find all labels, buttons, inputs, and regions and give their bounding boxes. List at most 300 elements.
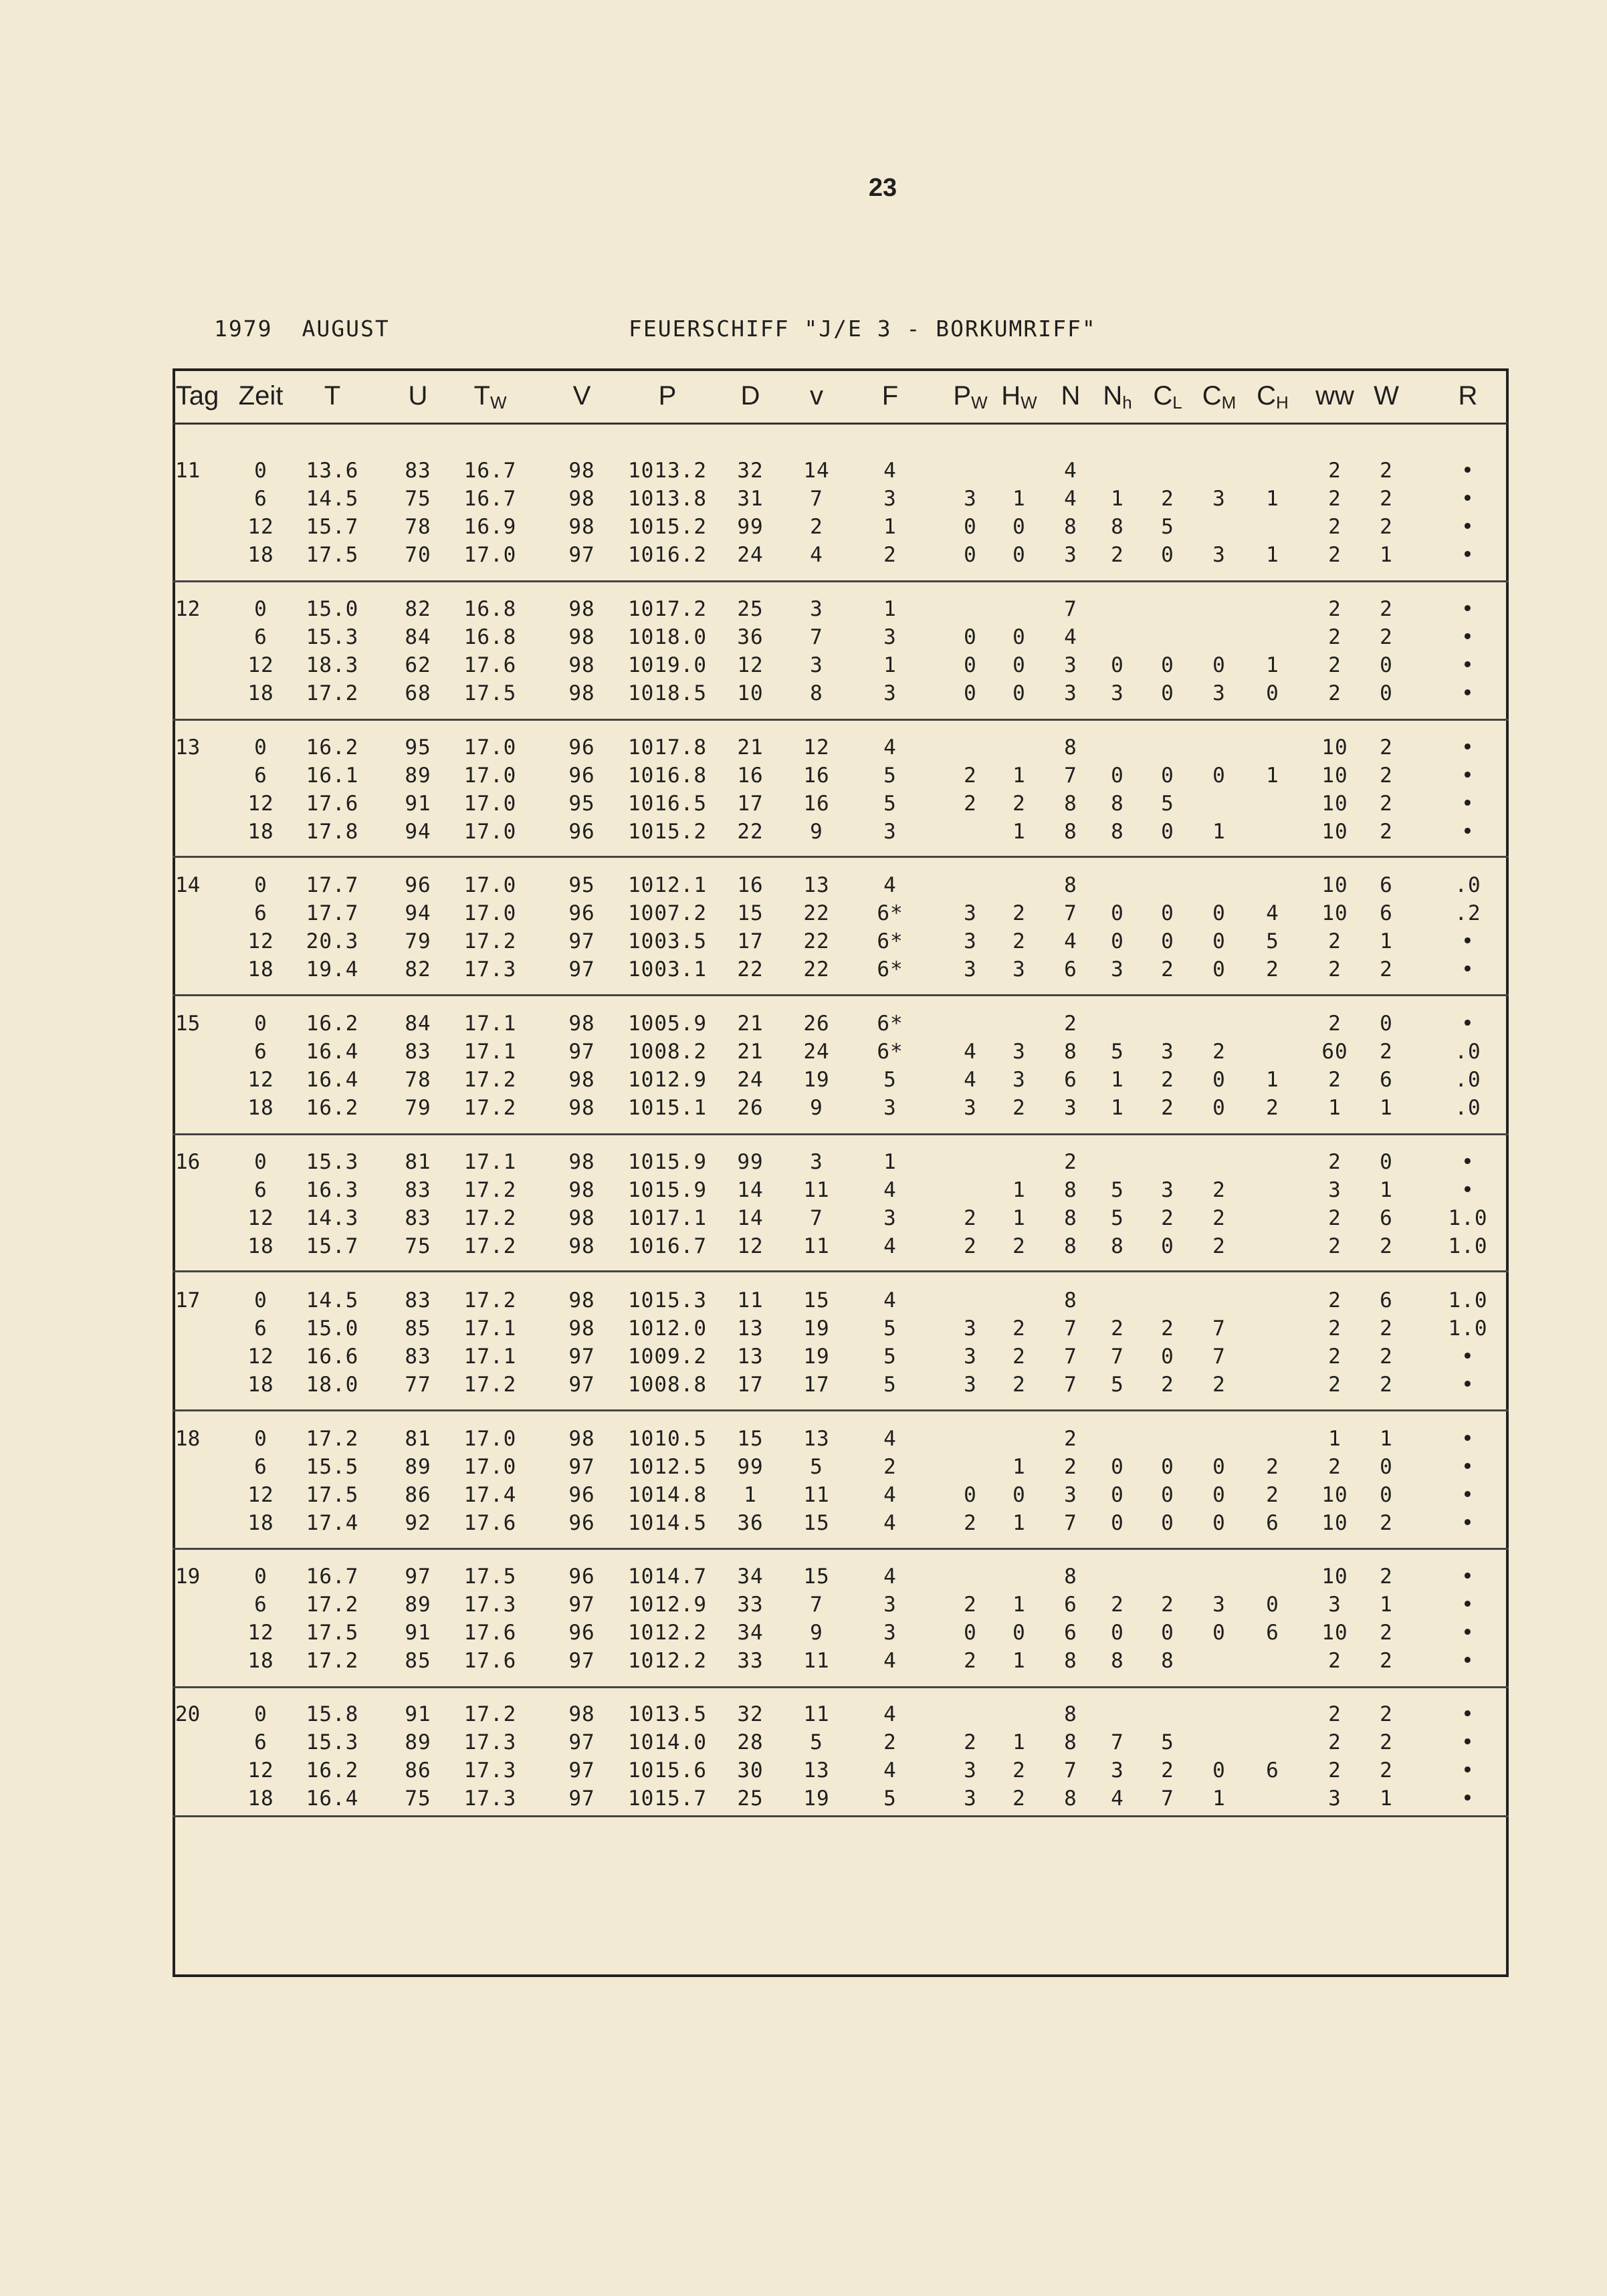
cell-t: 17.2	[306, 1427, 359, 1451]
cell-v: 11	[803, 1483, 830, 1507]
cell-r: •	[1461, 459, 1475, 483]
cell-cl: 0	[1161, 1483, 1174, 1507]
cell-f: 4	[883, 1427, 897, 1451]
cell-t: 15.3	[306, 1730, 359, 1754]
cell-w: 2	[1380, 957, 1393, 982]
cell-u: 85	[405, 1316, 431, 1341]
cell-zeit: 12	[247, 1621, 274, 1645]
cell-v: 14	[803, 459, 830, 483]
year-label: 1979	[214, 316, 273, 342]
cell-v: 16	[803, 764, 830, 788]
cell-ww: 2	[1328, 1345, 1342, 1369]
cell-ww: 2	[1328, 929, 1342, 953]
cell-zeit: 0	[254, 1150, 267, 1174]
cell-ww: 3	[1328, 1593, 1342, 1617]
cell-p: 1014.8	[628, 1483, 707, 1507]
cell-w: 1	[1380, 1787, 1393, 1811]
cell-ww: 2	[1328, 1758, 1342, 1783]
cell-p: 1015.7	[628, 1787, 707, 1811]
cell-d: 99	[737, 1150, 764, 1174]
cell-f: 3	[883, 487, 897, 511]
cell-tw: 17.0	[463, 735, 517, 760]
cell-cl: 2	[1161, 1206, 1174, 1230]
cell-nh: 8	[1111, 792, 1124, 816]
cell-cl: 2	[1161, 1373, 1174, 1397]
cell-r: •	[1461, 597, 1475, 621]
cell-ww: 10	[1321, 1483, 1348, 1507]
cell-tw: 17.2	[463, 1288, 517, 1312]
cell-ch: 2	[1266, 1483, 1279, 1507]
cell-r: •	[1461, 625, 1475, 649]
cell-v: 98	[568, 1012, 595, 1036]
cell-r: •	[1461, 1702, 1475, 1726]
cell-f: 3	[883, 1096, 897, 1120]
cell-tw: 17.1	[463, 1012, 517, 1036]
cell-v: 15	[803, 1565, 830, 1589]
cell-f: 4	[883, 1234, 897, 1258]
cell-w: 6	[1380, 873, 1393, 897]
cell-f: 4	[883, 873, 897, 897]
cell-hw: 2	[1012, 901, 1026, 925]
cell-r: •	[1461, 653, 1475, 677]
cell-p: 1017.1	[628, 1206, 707, 1230]
cell-hw: 1	[1012, 1593, 1026, 1617]
cell-ch: 2	[1266, 957, 1279, 982]
cell-nh: 5	[1111, 1373, 1124, 1397]
cell-u: 77	[405, 1373, 431, 1397]
cell-n: 2	[1064, 1427, 1077, 1451]
cell-p: 1014.7	[628, 1565, 707, 1589]
cell-f: 1	[883, 653, 897, 677]
cell-ww: 10	[1321, 1621, 1348, 1645]
cell-d: 32	[737, 1702, 764, 1726]
cell-t: 15.0	[306, 597, 359, 621]
cell-tw: 17.2	[463, 1234, 517, 1258]
cell-r: .0	[1455, 1096, 1481, 1120]
cell-v: 98	[568, 597, 595, 621]
month-label: AUGUST	[302, 316, 390, 342]
cell-t: 17.2	[306, 1593, 359, 1617]
cell-f: 5	[883, 1787, 897, 1811]
cell-d: 1	[744, 1483, 757, 1507]
cell-v: 98	[568, 1178, 595, 1202]
cell-zeit: 12	[247, 1206, 274, 1230]
cell-u: 78	[405, 1068, 431, 1092]
cell-t: 15.7	[306, 515, 359, 539]
cell-t: 16.4	[306, 1040, 359, 1064]
cell-w: 2	[1380, 1345, 1393, 1369]
cell-t: 16.2	[306, 1758, 359, 1783]
cell-zeit: 0	[254, 1565, 267, 1589]
cell-pw: 0	[964, 681, 977, 705]
cell-r: 1.0	[1448, 1234, 1488, 1258]
cell-d: 34	[737, 1565, 764, 1589]
cell-tw: 17.6	[463, 1511, 517, 1535]
group-divider	[173, 1270, 1509, 1272]
cell-r: .0	[1455, 1068, 1481, 1092]
cell-cl: 0	[1161, 681, 1174, 705]
cell-cm: 2	[1212, 1040, 1226, 1064]
cell-d: 16	[737, 764, 764, 788]
cell-p: 1016.8	[628, 764, 707, 788]
date-header	[214, 316, 419, 342]
cell-n: 8	[1064, 820, 1077, 844]
cell-ww: 3	[1328, 1178, 1342, 1202]
cell-p: 1008.2	[628, 1040, 707, 1064]
cell-n: 6	[1064, 1593, 1077, 1617]
cell-w: 0	[1380, 1483, 1393, 1507]
cell-pw: 3	[964, 901, 977, 925]
cell-f: 4	[883, 735, 897, 760]
cell-tw: 17.2	[463, 1373, 517, 1397]
cell-p: 1016.7	[628, 1234, 707, 1258]
cell-v: 98	[568, 459, 595, 483]
cell-cm: 0	[1212, 1483, 1226, 1507]
cell-d: 99	[737, 515, 764, 539]
cell-tw: 16.8	[463, 597, 517, 621]
cell-t: 14.5	[306, 1288, 359, 1312]
cell-p: 1013.8	[628, 487, 707, 511]
cell-u: 84	[405, 625, 431, 649]
cell-cl: 0	[1161, 1621, 1174, 1645]
cell-v: 98	[568, 1427, 595, 1451]
cell-cl: 3	[1161, 1040, 1174, 1064]
cell-d: 14	[737, 1206, 764, 1230]
cell-w: 2	[1380, 735, 1393, 760]
cell-v: 5	[810, 1455, 823, 1479]
cell-f: 6*	[877, 1012, 903, 1036]
cell-w: 2	[1380, 1511, 1393, 1535]
cell-v: 96	[568, 1621, 595, 1645]
cell-tw: 17.1	[463, 1040, 517, 1064]
cell-v: 97	[568, 1345, 595, 1369]
cell-t: 15.8	[306, 1702, 359, 1726]
cell-v: 3	[810, 653, 823, 677]
cell-tw: 16.8	[463, 625, 517, 649]
cell-r: •	[1461, 792, 1475, 816]
cell-r: •	[1461, 764, 1475, 788]
cell-nh: 7	[1111, 1345, 1124, 1369]
cell-hw: 0	[1012, 625, 1026, 649]
cell-u: 82	[405, 957, 431, 982]
cell-hw: 2	[1012, 792, 1026, 816]
cell-ch: 1	[1266, 1068, 1279, 1092]
cell-cl: 0	[1161, 764, 1174, 788]
cell-cm: 1	[1212, 820, 1226, 844]
cell-v: 96	[568, 735, 595, 760]
cell-v: 98	[568, 625, 595, 649]
cell-hw: 1	[1012, 1730, 1026, 1754]
cell-t: 15.0	[306, 1316, 359, 1341]
cell-nh: 5	[1111, 1178, 1124, 1202]
header-r: R	[1458, 381, 1478, 411]
cell-t: 16.1	[306, 764, 359, 788]
cell-v: 19	[803, 1068, 830, 1092]
cell-ww: 1	[1328, 1096, 1342, 1120]
cell-f: 4	[883, 1649, 897, 1673]
cell-f: 1	[883, 1150, 897, 1174]
cell-w: 2	[1380, 1565, 1393, 1589]
day-label: 11	[175, 459, 201, 483]
cell-n: 8	[1064, 1206, 1077, 1230]
cell-tw: 17.1	[463, 1150, 517, 1174]
cell-t: 16.2	[306, 735, 359, 760]
cell-r: •	[1461, 681, 1475, 705]
cell-hw: 1	[1012, 820, 1026, 844]
cell-v: 7	[810, 1206, 823, 1230]
cell-cm: 0	[1212, 901, 1226, 925]
cell-d: 36	[737, 625, 764, 649]
cell-ww: 2	[1328, 1288, 1342, 1312]
cell-tw: 17.0	[463, 873, 517, 897]
cell-n: 3	[1064, 1483, 1077, 1507]
cell-p: 1003.5	[628, 929, 707, 953]
cell-p: 1010.5	[628, 1427, 707, 1451]
day-label: 16	[175, 1150, 201, 1174]
cell-f: 4	[883, 1178, 897, 1202]
cell-f: 4	[883, 1565, 897, 1589]
cell-w: 2	[1380, 1730, 1393, 1754]
cell-t: 19.4	[306, 957, 359, 982]
cell-f: 4	[883, 1511, 897, 1535]
cell-t: 18.0	[306, 1373, 359, 1397]
cell-d: 22	[737, 957, 764, 982]
cell-d: 33	[737, 1593, 764, 1617]
cell-n: 2	[1064, 1150, 1077, 1174]
cell-r: •	[1461, 1345, 1475, 1369]
cell-f: 3	[883, 1593, 897, 1617]
cell-p: 1015.3	[628, 1288, 707, 1312]
cell-p: 1003.1	[628, 957, 707, 982]
cell-v: 24	[803, 1040, 830, 1064]
cell-d: 31	[737, 487, 764, 511]
cell-n: 4	[1064, 625, 1077, 649]
cell-r: •	[1461, 1427, 1475, 1451]
cell-ch: 5	[1266, 929, 1279, 953]
cell-f: 5	[883, 1373, 897, 1397]
cell-d: 21	[737, 1012, 764, 1036]
cell-p: 1012.2	[628, 1649, 707, 1673]
cell-f: 4	[883, 459, 897, 483]
cell-ch: 1	[1266, 764, 1279, 788]
cell-ch: 6	[1266, 1621, 1279, 1645]
cell-ww: 2	[1328, 1206, 1342, 1230]
cell-tw: 17.2	[463, 1702, 517, 1726]
cell-t: 15.7	[306, 1234, 359, 1258]
cell-tw: 17.2	[463, 929, 517, 953]
cell-hw: 2	[1012, 1758, 1026, 1783]
cell-n: 8	[1064, 1702, 1077, 1726]
cell-u: 85	[405, 1649, 431, 1673]
cell-r: 1.0	[1448, 1288, 1488, 1312]
cell-ch: 4	[1266, 901, 1279, 925]
cell-pw: 0	[964, 515, 977, 539]
cell-ww: 60	[1321, 1040, 1348, 1064]
cell-tw: 17.0	[463, 901, 517, 925]
cell-w: 2	[1380, 764, 1393, 788]
cell-n: 2	[1064, 1455, 1077, 1479]
cell-zeit: 18	[247, 543, 274, 567]
cell-f: 4	[883, 1702, 897, 1726]
cell-n: 7	[1064, 764, 1077, 788]
cell-tw: 17.5	[463, 681, 517, 705]
day-label: 19	[175, 1565, 201, 1589]
cell-r: •	[1461, 515, 1475, 539]
cell-zeit: 6	[254, 764, 267, 788]
cell-v: 95	[568, 873, 595, 897]
cell-ch: 1	[1266, 543, 1279, 567]
cell-p: 1015.1	[628, 1096, 707, 1120]
cell-v: 13	[803, 1427, 830, 1451]
cell-zeit: 12	[247, 1483, 274, 1507]
cell-f: 6*	[877, 1040, 903, 1064]
cell-ww: 10	[1321, 1565, 1348, 1589]
cell-zeit: 12	[247, 792, 274, 816]
cell-v: 22	[803, 957, 830, 982]
cell-cl: 2	[1161, 1068, 1174, 1092]
cell-w: 6	[1380, 1206, 1393, 1230]
cell-cm: 0	[1212, 929, 1226, 953]
cell-d: 13	[737, 1316, 764, 1341]
cell-cm: 1	[1212, 1787, 1226, 1811]
cell-v: 9	[810, 820, 823, 844]
cell-r: •	[1461, 1621, 1475, 1645]
cell-cl: 0	[1161, 1345, 1174, 1369]
header-tag: Tag	[175, 381, 219, 411]
cell-pw: 4	[964, 1040, 977, 1064]
cell-n: 8	[1064, 1787, 1077, 1811]
group-divider	[173, 1686, 1509, 1688]
cell-zeit: 18	[247, 681, 274, 705]
cell-ww: 10	[1321, 901, 1348, 925]
cell-zeit: 18	[247, 1096, 274, 1120]
cell-w: 1	[1380, 1096, 1393, 1120]
cell-d: 13	[737, 1345, 764, 1369]
cell-ww: 10	[1321, 792, 1348, 816]
cell-tw: 17.3	[463, 1758, 517, 1783]
cell-zeit: 0	[254, 873, 267, 897]
cell-f: 3	[883, 820, 897, 844]
cell-u: 78	[405, 515, 431, 539]
cell-zeit: 12	[247, 929, 274, 953]
cell-hw: 2	[1012, 1316, 1026, 1341]
cell-zeit: 18	[247, 1649, 274, 1673]
cell-u: 75	[405, 1787, 431, 1811]
cell-hw: 3	[1012, 1068, 1026, 1092]
cell-pw: 0	[964, 625, 977, 649]
cell-n: 7	[1064, 1316, 1077, 1341]
cell-p: 1016.5	[628, 792, 707, 816]
cell-nh: 8	[1111, 1649, 1124, 1673]
cell-w: 2	[1380, 515, 1393, 539]
cell-v: 98	[568, 1068, 595, 1092]
header-ww: ww	[1315, 381, 1354, 411]
cell-n: 7	[1064, 1758, 1077, 1783]
cell-w: 6	[1380, 1068, 1393, 1092]
cell-ww: 10	[1321, 873, 1348, 897]
cell-nh: 8	[1111, 1234, 1124, 1258]
cell-n: 6	[1064, 1068, 1077, 1092]
cell-v: 96	[568, 820, 595, 844]
page-number: 23	[868, 174, 897, 202]
cell-t: 16.2	[306, 1096, 359, 1120]
cell-t: 17.5	[306, 543, 359, 567]
cell-r: •	[1461, 1758, 1475, 1783]
cell-f: 4	[883, 1483, 897, 1507]
cell-ww: 2	[1328, 1730, 1342, 1754]
cell-t: 16.4	[306, 1068, 359, 1092]
cell-v: 22	[803, 901, 830, 925]
cell-v: 13	[803, 873, 830, 897]
observation-table	[173, 368, 1509, 1977]
day-label: 15	[175, 1012, 201, 1036]
cell-d: 99	[737, 1455, 764, 1479]
cell-w: 2	[1380, 792, 1393, 816]
cell-ww: 2	[1328, 459, 1342, 483]
cell-v: 97	[568, 929, 595, 953]
cell-p: 1008.8	[628, 1373, 707, 1397]
cell-pw: 2	[964, 1649, 977, 1673]
cell-nh: 0	[1111, 653, 1124, 677]
cell-ww: 2	[1328, 1649, 1342, 1673]
cell-d: 34	[737, 1621, 764, 1645]
cell-v: 98	[568, 653, 595, 677]
cell-cm: 0	[1212, 1455, 1226, 1479]
cell-cm: 0	[1212, 1068, 1226, 1092]
cell-u: 83	[405, 1345, 431, 1369]
cell-cl: 2	[1161, 1096, 1174, 1120]
cell-n: 7	[1064, 1345, 1077, 1369]
cell-v: 26	[803, 1012, 830, 1036]
cell-tw: 17.6	[463, 653, 517, 677]
cell-p: 1015.6	[628, 1758, 707, 1783]
cell-r: •	[1461, 543, 1475, 567]
cell-w: 0	[1380, 681, 1393, 705]
cell-pw: 3	[964, 957, 977, 982]
cell-ch: 1	[1266, 653, 1279, 677]
cell-r: •	[1461, 1649, 1475, 1673]
cell-tw: 16.9	[463, 515, 517, 539]
cell-ww: 2	[1328, 1373, 1342, 1397]
cell-ww: 2	[1328, 1702, 1342, 1726]
cell-pw: 3	[964, 929, 977, 953]
cell-pw: 3	[964, 1787, 977, 1811]
cell-pw: 0	[964, 653, 977, 677]
cell-p: 1012.0	[628, 1316, 707, 1341]
cell-v: 9	[810, 1096, 823, 1120]
cell-w: 2	[1380, 820, 1393, 844]
cell-n: 3	[1064, 543, 1077, 567]
cell-u: 91	[405, 1702, 431, 1726]
cell-nh: 2	[1111, 1593, 1124, 1617]
header-f: F	[881, 381, 899, 411]
cell-d: 28	[737, 1730, 764, 1754]
cell-u: 92	[405, 1511, 431, 1535]
cell-zeit: 6	[254, 901, 267, 925]
cell-u: 91	[405, 1621, 431, 1645]
group-divider	[173, 580, 1509, 582]
cell-cl: 5	[1161, 1730, 1174, 1754]
cell-zeit: 18	[247, 820, 274, 844]
cell-tw: 17.6	[463, 1621, 517, 1645]
cell-zeit: 6	[254, 1178, 267, 1202]
cell-w: 1	[1380, 1593, 1393, 1617]
cell-ww: 3	[1328, 1787, 1342, 1811]
cell-r: •	[1461, 820, 1475, 844]
cell-v: 98	[568, 1702, 595, 1726]
cell-zeit: 0	[254, 597, 267, 621]
cell-v: 96	[568, 764, 595, 788]
